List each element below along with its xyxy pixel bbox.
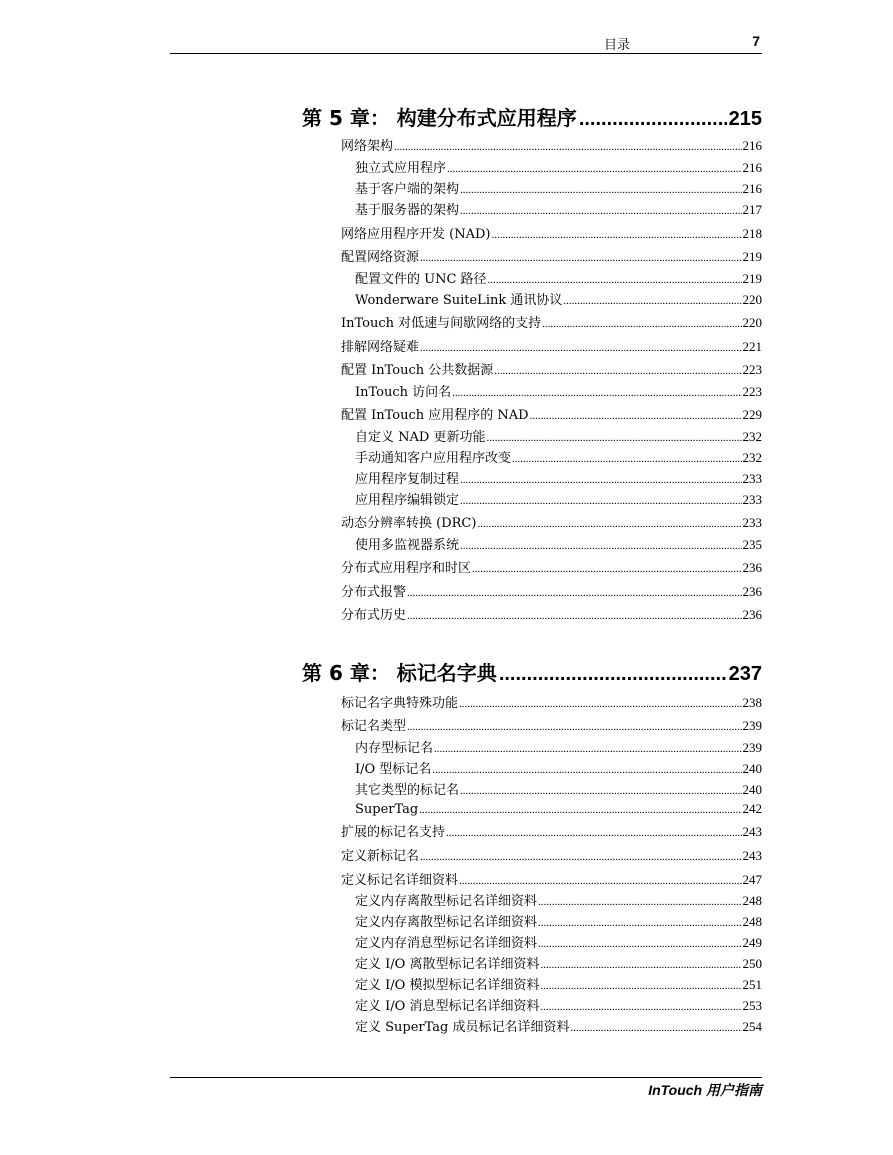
toc-entry-text: 基于客户端的架构 [355, 182, 460, 197]
dot-leader [499, 663, 727, 686]
toc-entry-text: 扩展的标记名支持 [341, 825, 446, 840]
dot-leader [447, 161, 741, 177]
dot-leader [530, 408, 742, 424]
toc-subentry [355, 471, 762, 487]
toc-entry-page: 249 [742, 935, 762, 950]
toc-entry-text: 排解网络疑难 [341, 340, 420, 355]
dot-leader [420, 340, 741, 356]
dot-leader [540, 978, 741, 994]
toc-entry-page: 233 [742, 471, 762, 486]
toc-entry-text: 定义 I/O 模拟型标记名详细资料 [355, 978, 540, 993]
toc-entry-text: 标记名字典特殊功能 [341, 696, 459, 711]
toc-subentry [355, 998, 762, 1014]
toc-entry-page: 242 [742, 801, 762, 816]
toc-entry-page: 216 [742, 138, 762, 153]
toc-entry [341, 718, 762, 734]
toc-entry-text: 分布式应用程序和时区 [341, 561, 472, 576]
toc-subentry [355, 450, 762, 466]
toc-entry-text: 定义内存离散型标记名详细资料 [355, 894, 538, 909]
toc-entry-text: 自定义 NAD 更新功能 [355, 430, 486, 445]
chapter-title: 第 6 章： 标记名字典 [302, 661, 497, 685]
toc-entry-page: 232 [742, 450, 762, 465]
toc-entry-page: 223 [742, 362, 762, 377]
toc-subentry [355, 801, 762, 817]
toc-subentry [355, 160, 762, 176]
toc-entry-text: 内存型标记名 [355, 741, 434, 756]
toc-entry-page: 236 [742, 560, 762, 575]
toc-entry-text: 基于服务器的架构 [355, 203, 460, 218]
dot-leader [538, 936, 741, 952]
toc-entry-text: 定义 I/O 离散型标记名详细资料 [355, 957, 540, 972]
toc-entry-page: 248 [742, 893, 762, 908]
footer-rule [170, 1077, 762, 1078]
toc-entry-text: 定义内存离散型标记名详细资料 [355, 915, 538, 930]
running-header [170, 34, 762, 52]
chapter-page: 215 [728, 108, 762, 130]
toc-subentry [355, 1019, 762, 1035]
toc-entry [341, 249, 762, 265]
dot-leader [563, 293, 741, 309]
toc-subentry [355, 761, 762, 777]
dot-leader [571, 1020, 742, 1036]
dot-leader [542, 316, 741, 332]
toc-subentry [355, 740, 762, 756]
header-title: 目录 [603, 38, 630, 53]
dot-leader [494, 363, 741, 379]
toc-entry-text: 标记名类型 [341, 719, 407, 734]
toc-entry [341, 407, 762, 423]
dot-leader [420, 250, 741, 266]
toc-subentry [355, 202, 762, 218]
toc-entry-page: 216 [742, 181, 762, 196]
dot-leader [407, 608, 741, 624]
toc-entry [341, 339, 762, 355]
toc-subentry [355, 492, 762, 508]
toc-entry [341, 695, 762, 711]
toc-entry-text: 手动通知客户应用程序改变 [355, 451, 512, 466]
toc-entry-page: 247 [742, 872, 762, 887]
toc-subentry [355, 782, 762, 798]
toc-entry-page: 233 [742, 492, 762, 507]
toc-entry [341, 515, 762, 531]
toc-subentry [355, 537, 762, 553]
toc-entry-text: 网络架构 [341, 139, 394, 154]
toc-subentry [355, 292, 762, 308]
toc-entry [341, 824, 762, 840]
dot-leader [446, 825, 741, 841]
toc-entry-page: 235 [742, 537, 762, 552]
toc-entry-page: 253 [742, 998, 762, 1013]
toc-entry-page: 229 [742, 407, 762, 422]
toc-entry-page: 217 [742, 202, 762, 217]
toc-entry-page: 220 [742, 315, 762, 330]
dot-leader [459, 873, 741, 889]
toc-entry-text: 配置网络资源 [341, 250, 420, 265]
dot-leader [460, 182, 741, 198]
toc-entry-text: 定义内存消息型标记名详细资料 [355, 936, 538, 951]
toc-entry-text: 应用程序编辑锁定 [355, 493, 460, 508]
toc-entry-page: 250 [742, 956, 762, 971]
toc-entry-page: 239 [742, 740, 762, 755]
dot-leader [538, 894, 741, 910]
toc-subentry [355, 977, 762, 993]
toc-entry-text: I/O 型标记名 [355, 762, 432, 777]
toc-entry-page: 233 [742, 515, 762, 530]
toc-entry [341, 226, 762, 242]
toc-entry [341, 848, 762, 864]
toc-entry-text: 应用程序复制过程 [355, 472, 460, 487]
toc-entry-page: 219 [742, 271, 762, 286]
toc-entry [341, 362, 762, 378]
dot-leader [460, 538, 741, 554]
toc-entry-text: 定义标记名详细资料 [341, 873, 459, 888]
toc-entry-page: 238 [742, 695, 762, 710]
toc-entry-text: 其它类型的标记名 [355, 783, 460, 798]
toc-entry [341, 607, 762, 623]
toc-subentry [355, 935, 762, 951]
dot-leader [491, 227, 741, 243]
header-rule [170, 53, 762, 54]
dot-leader [512, 451, 741, 467]
toc-entry-page: 220 [742, 292, 762, 307]
dot-leader [486, 430, 741, 446]
toc-entry-text: 定义新标记名 [341, 849, 420, 864]
chapter-6-heading [302, 657, 762, 686]
dot-leader [460, 783, 741, 799]
running-footer: InTouch 用户指南 [648, 1082, 762, 1098]
toc-entry-text: 动态分辨率转换 (DRC) [341, 516, 477, 531]
dot-leader [488, 272, 742, 288]
dot-leader [407, 585, 741, 601]
toc-entry-text: 配置 InTouch 公共数据源 [341, 363, 494, 378]
toc-subentry [355, 384, 762, 400]
toc-entry-page: 223 [742, 384, 762, 399]
dot-leader [419, 802, 741, 818]
toc-subentry [355, 893, 762, 909]
toc-subentry [355, 181, 762, 197]
toc-entry-text: 定义 I/O 消息型标记名详细资料 [355, 999, 540, 1014]
toc-entry-page: 239 [742, 718, 762, 733]
toc-subentry [355, 429, 762, 445]
header-page-number: 7 [752, 33, 760, 49]
chapter-page: 237 [728, 663, 762, 685]
dot-leader [540, 999, 741, 1015]
toc-entry-page: 243 [742, 824, 762, 839]
toc-entry-page: 240 [742, 782, 762, 797]
chapter-title: 第 5 章： 构建分布式应用程序 [302, 106, 577, 130]
toc-entry-page: 221 [742, 339, 762, 354]
dot-leader [538, 915, 741, 931]
toc-entry-page: 236 [742, 584, 762, 599]
dot-leader [460, 472, 741, 488]
chapter-5-heading [302, 102, 762, 131]
dot-leader [477, 516, 741, 532]
toc-subentry [355, 914, 762, 930]
toc-entry [341, 872, 762, 888]
toc-entry-page: 232 [742, 429, 762, 444]
toc-entry-page: 243 [742, 848, 762, 863]
dot-leader [420, 849, 741, 865]
toc-entry-text: SuperTag [355, 802, 419, 817]
dot-leader [472, 561, 741, 577]
toc-subentry [355, 956, 762, 972]
toc-entry-text: InTouch 访问名 [355, 385, 452, 400]
dot-leader [540, 957, 741, 973]
toc-entry-page: 251 [742, 977, 762, 992]
dot-leader [452, 385, 741, 401]
toc-entry-text: 配置 InTouch 应用程序的 NAD [341, 408, 529, 423]
toc-entry-page: 218 [742, 226, 762, 241]
toc-entry-page: 240 [742, 761, 762, 776]
toc-entry [341, 315, 762, 331]
dot-leader [432, 762, 741, 778]
toc-entry-page: 216 [742, 160, 762, 175]
toc-subentry [355, 271, 762, 287]
dot-leader [460, 203, 741, 219]
toc-entry-text: 分布式历史 [341, 608, 407, 623]
dot-leader [459, 696, 741, 712]
toc-entry [341, 138, 762, 154]
toc-entry-page: 248 [742, 914, 762, 929]
dot-leader [407, 719, 741, 735]
toc-entry-page: 236 [742, 607, 762, 622]
dot-leader [579, 108, 727, 131]
toc-entry-page: 219 [742, 249, 762, 264]
toc-entry-text: 定义 SuperTag 成员标记名详细资料 [355, 1020, 570, 1035]
toc-entry-text: 分布式报警 [341, 585, 407, 600]
toc-entry [341, 584, 762, 600]
toc-entry-text: InTouch 对低速与间歇网络的支持 [341, 316, 542, 331]
dot-leader [460, 493, 741, 509]
toc-entry [341, 560, 762, 576]
toc-entry-text: 独立式应用程序 [355, 161, 447, 176]
toc-entry-text: 网络应用程序开发 (NAD) [341, 227, 491, 242]
dot-leader [434, 741, 741, 757]
toc-entry-text: Wonderware SuiteLink 通讯协议 [355, 293, 563, 308]
toc-entry-text: 使用多监视器系统 [355, 538, 460, 553]
toc-entry-page: 254 [742, 1019, 762, 1034]
dot-leader [394, 139, 741, 155]
toc-entry-text: 配置文件的 UNC 路径 [355, 272, 487, 287]
